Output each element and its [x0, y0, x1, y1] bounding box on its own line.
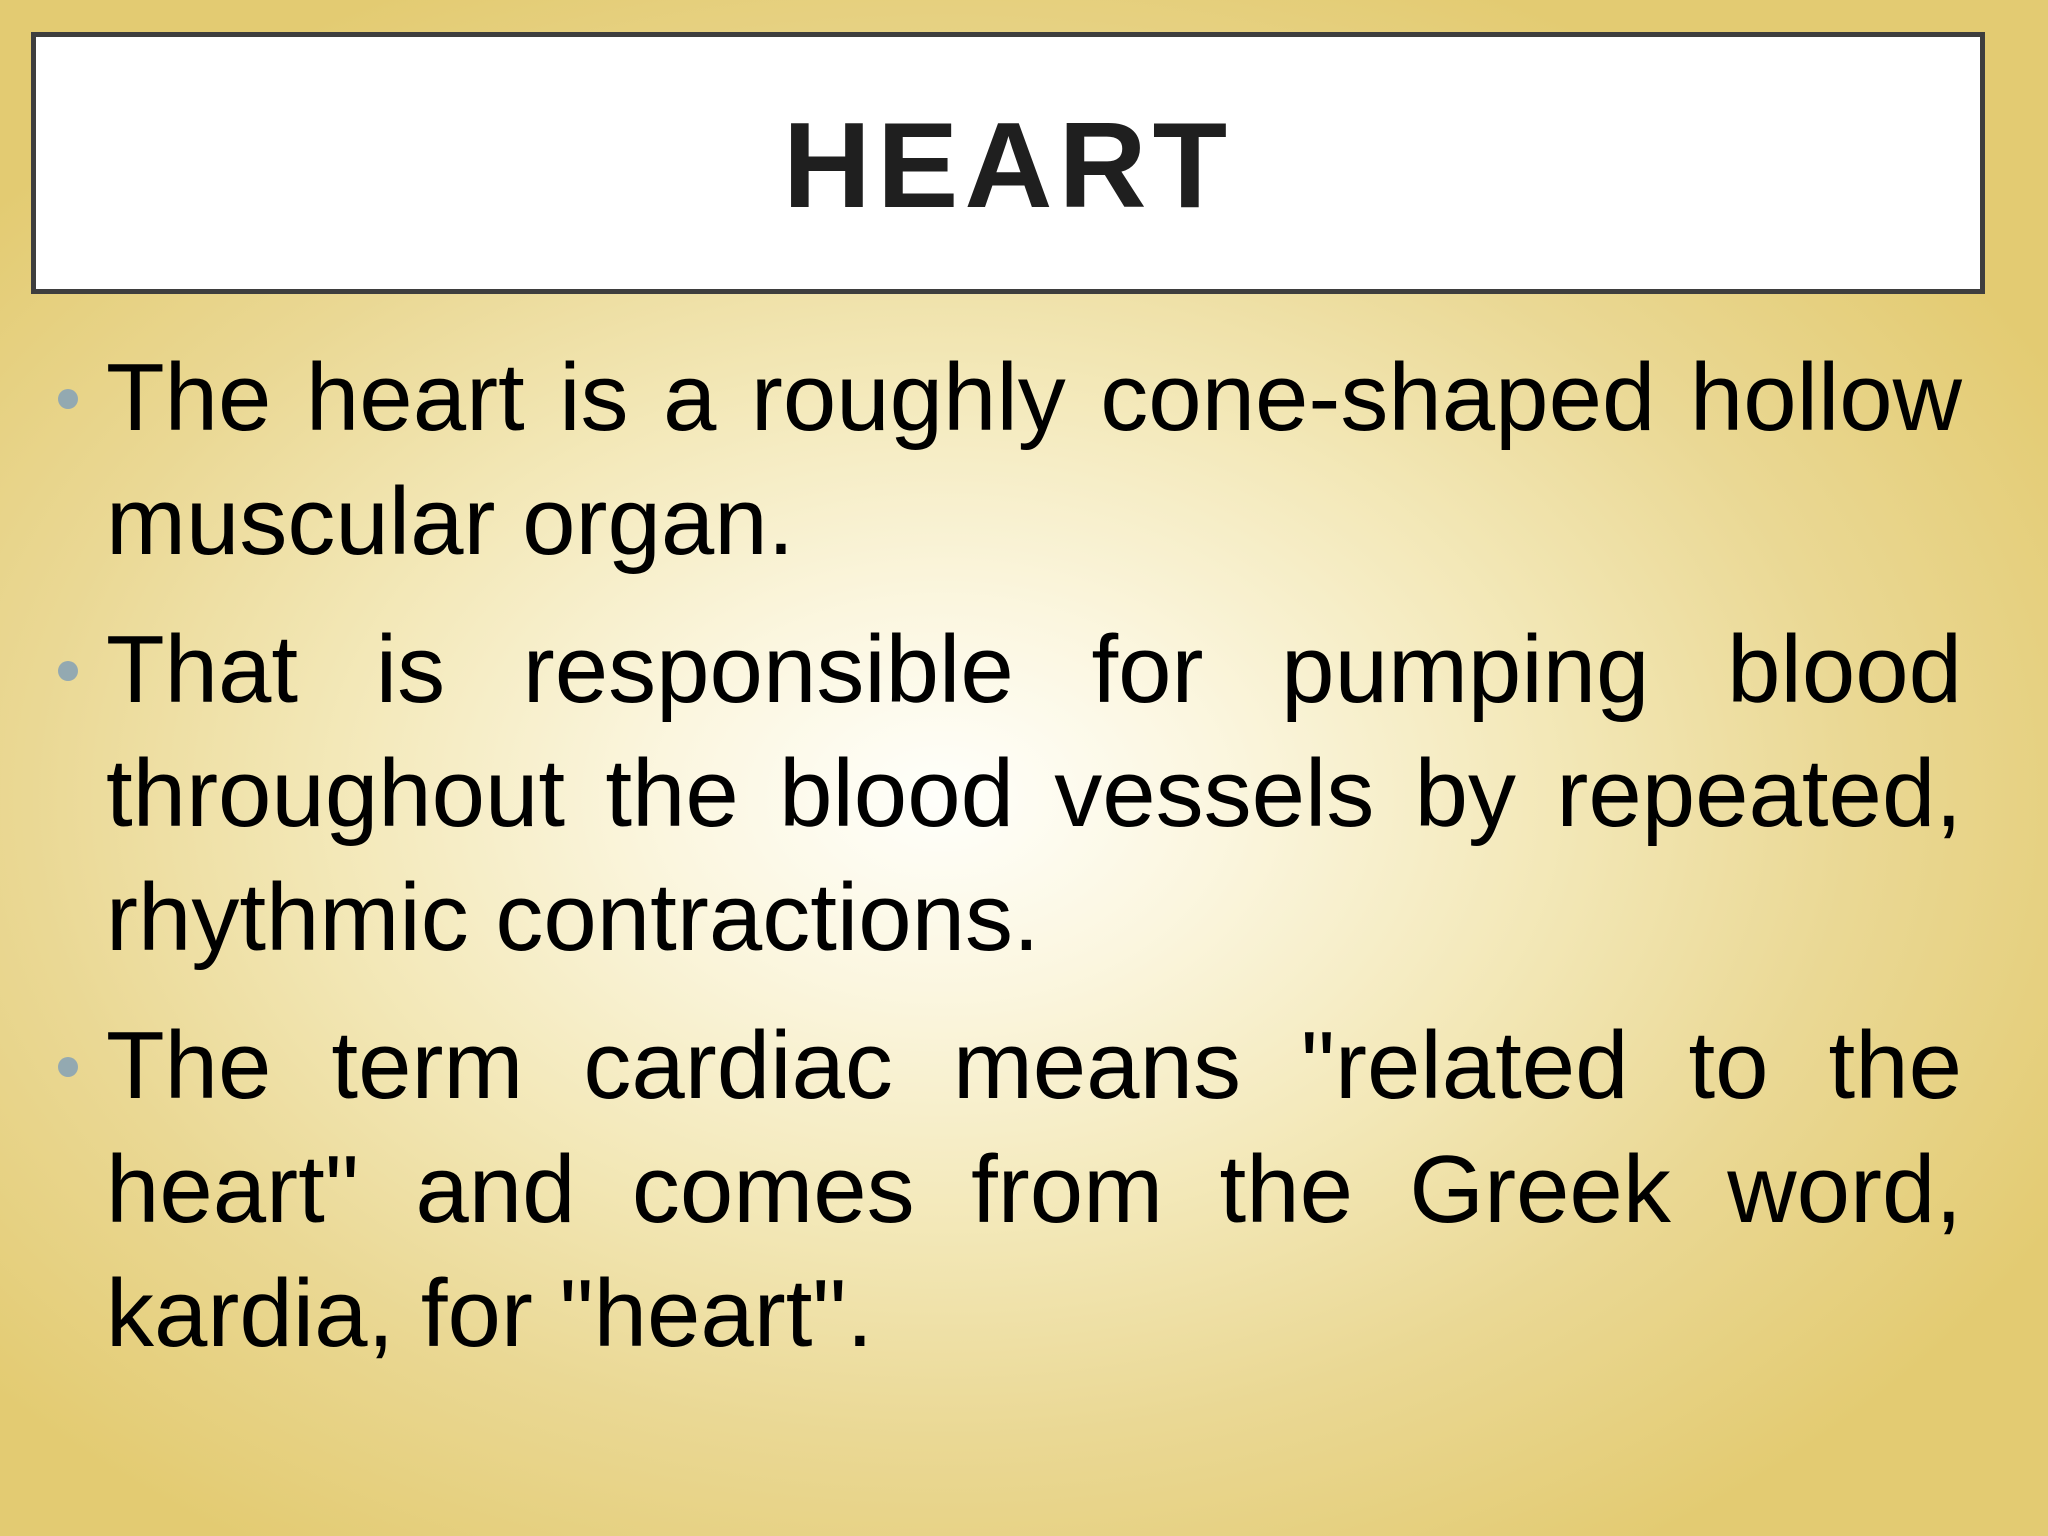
slide-title: HEART: [782, 97, 1234, 233]
bullet-dot-icon: [58, 389, 78, 409]
bullet-item: [52, 1004, 1962, 1376]
title-box: [31, 32, 1985, 294]
bullet-text: The term cardiac means "related to the heart" and comes from the Greek word, kardia, for "heart".: [106, 1012, 1962, 1367]
bullet-dot-icon: [58, 661, 78, 681]
bullet-item: [52, 336, 1962, 584]
bullet-text: That is responsible for pumping blood throughout the blood vessels by repeated, rhythmic contractions.: [106, 616, 1962, 971]
bullet-item: [52, 608, 1962, 980]
bullet-list: [52, 336, 1962, 1400]
bullet-text: The heart is a roughly cone-shaped hollow muscular organ.: [106, 344, 1962, 575]
bullet-dot-icon: [58, 1057, 78, 1077]
